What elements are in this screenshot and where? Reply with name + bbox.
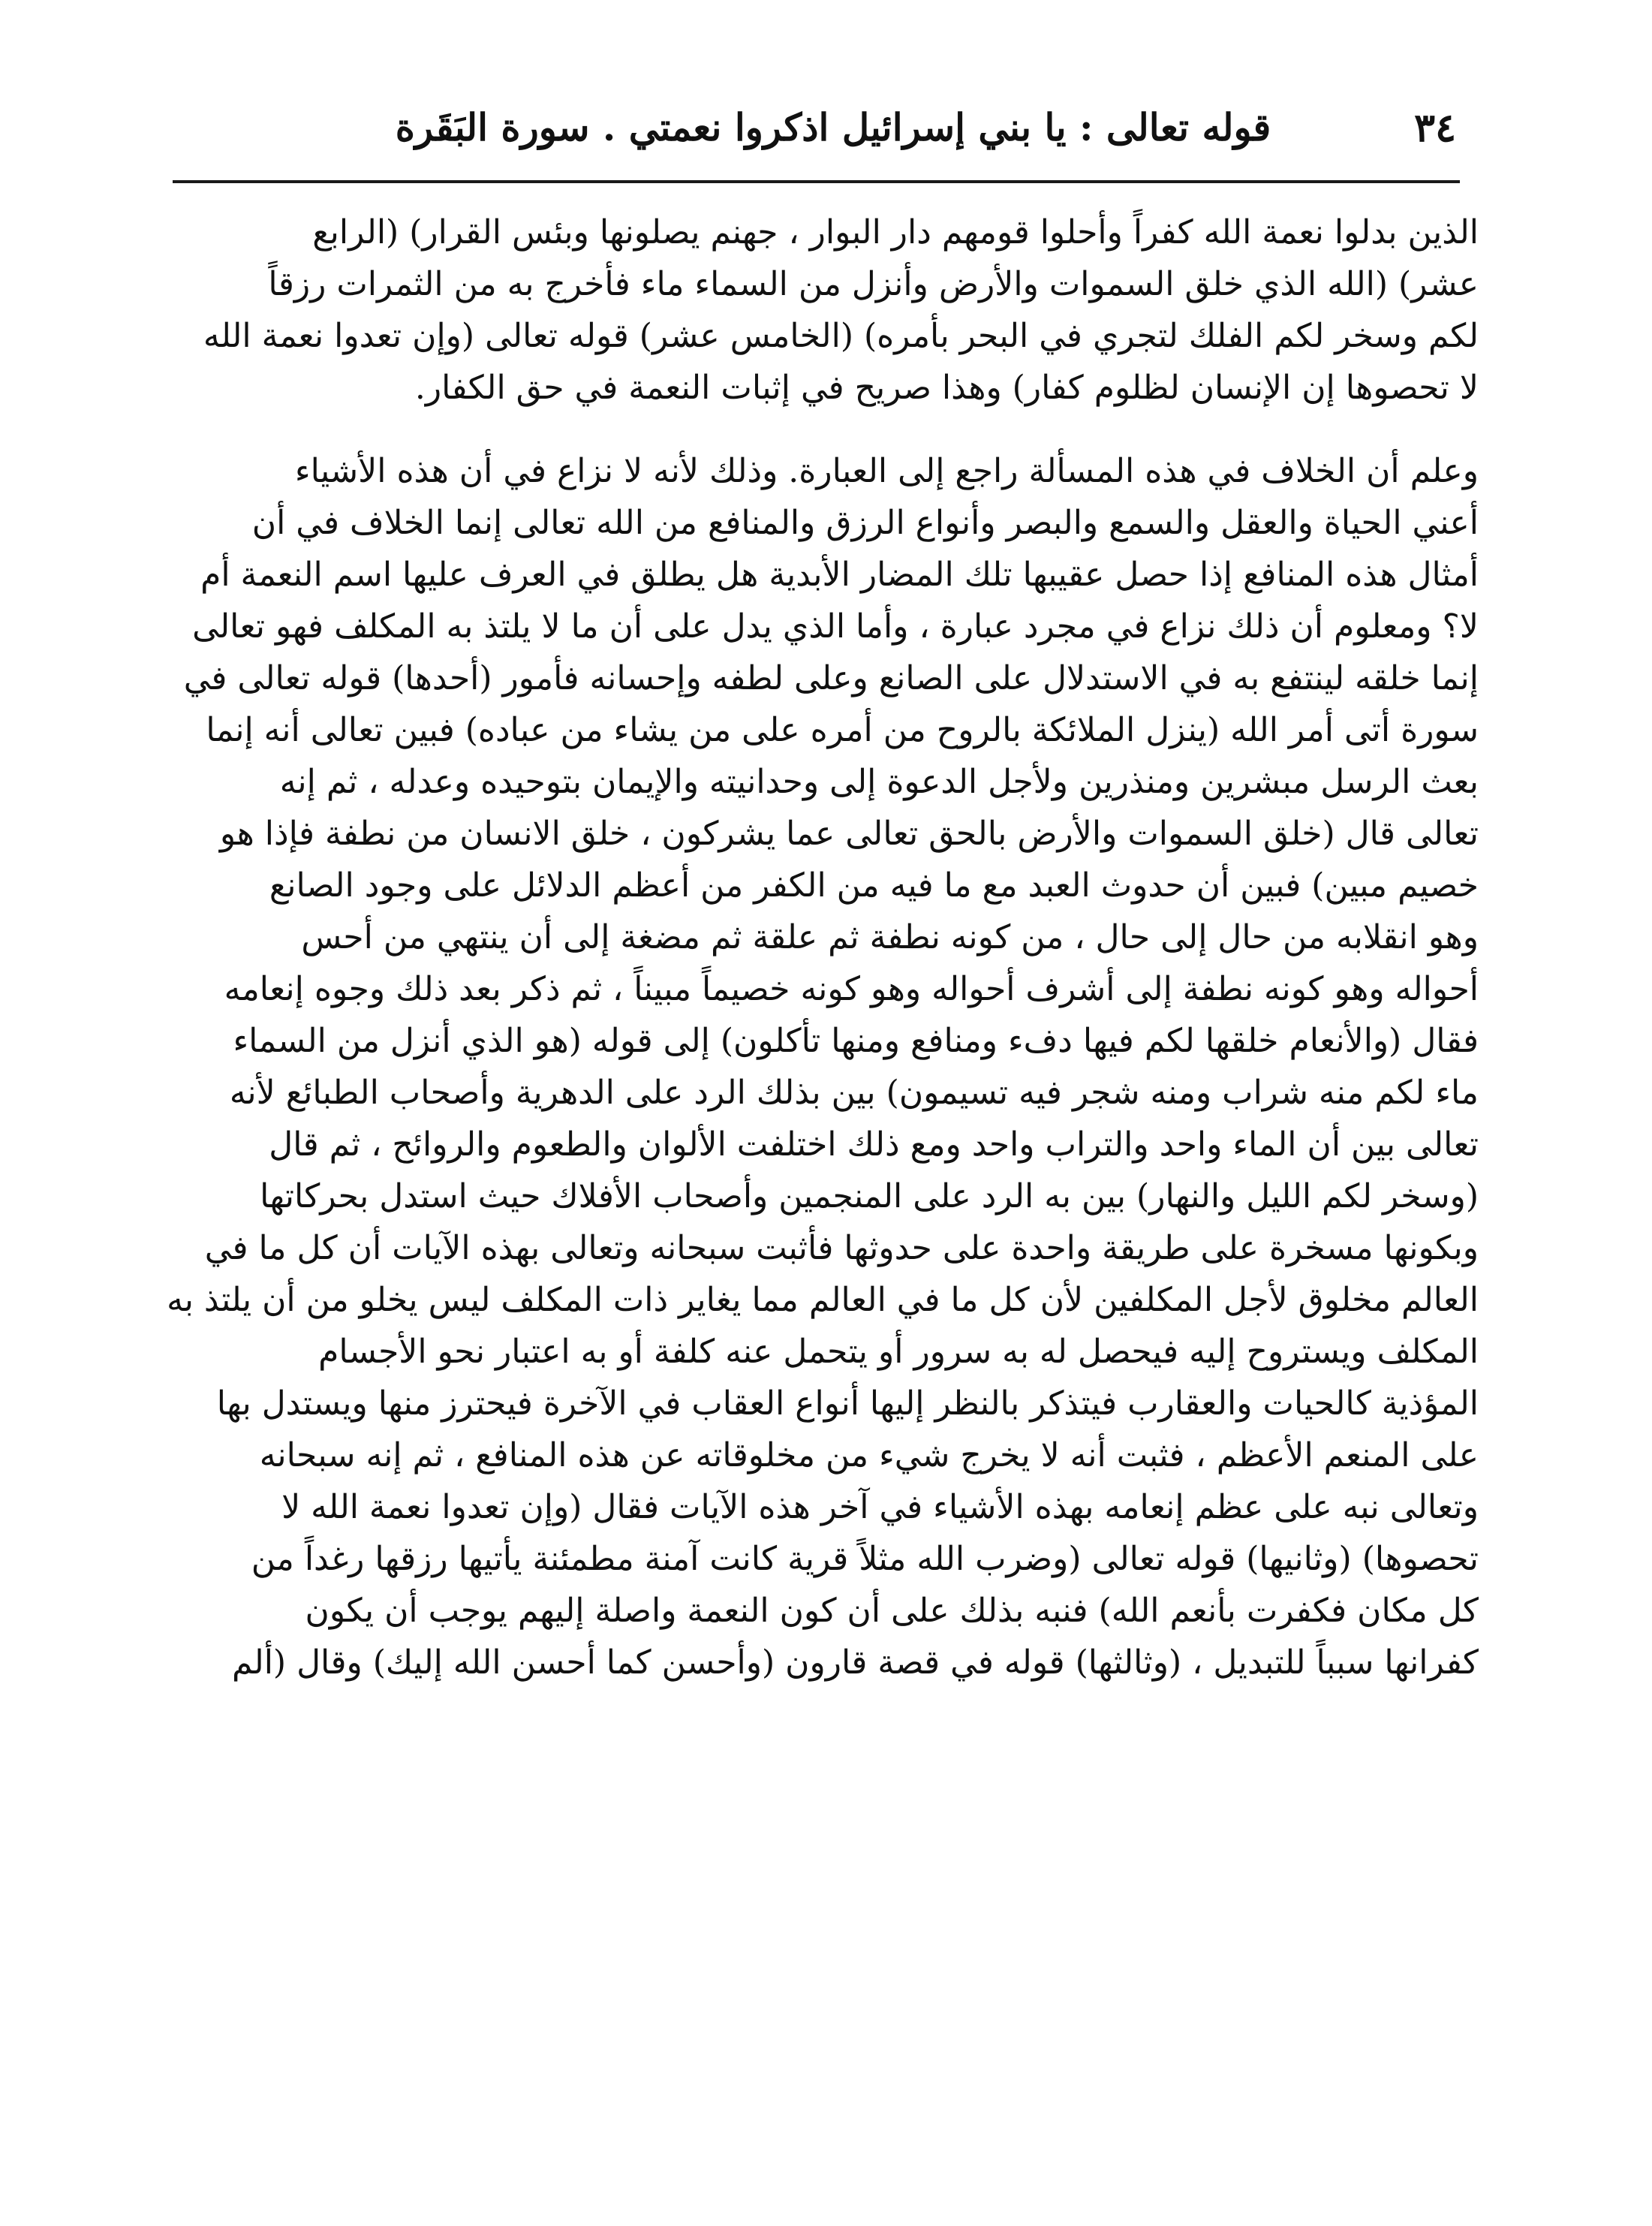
text-line: خصيم مبين) فبين أن حدوث العبد مع ما فيه من الكفر من أعظم الدلائل على وجود الصانع <box>269 866 1479 905</box>
text-line: لكم وسخر لكم الفلك لتجري في البحر بأمره) (الخامس عشر) قوله تعالى (وإن تعدوا نعمة الله <box>203 317 1479 355</box>
text-line: على المنعم الأعظم ، فثبت أنه لا يخرج شيء من مخلوقاته عن هذه المنافع ، ثم إنه سبحانه <box>259 1436 1479 1474</box>
text-line: أمثال هذه المنافع إذا حصل عقيبها تلك المضار الأبدية هل يطلق في العرف عليها اسم النعمة أم <box>200 556 1479 594</box>
text-line: وبكونها مسخرة على طريقة واحدة على حدوثها فأثبت سبحانه وتعالى بهذه الآيات أن كل ما في <box>204 1229 1479 1267</box>
paragraph-1 <box>120 206 1479 414</box>
text-line: لا تحصوها إن الإنسان لظلوم كفار) وهذا صريح في إثبات النعمة في حق الكفار. <box>414 369 1479 407</box>
text-line: أحواله وهو كونه نطفة إلى أشرف أحواله وهو كونه خصيماً مبيناً ، ثم ذكر بعد ذلك وجوه إنعامه <box>224 970 1479 1008</box>
text-line: وتعالى نبه على عظم إنعامه بهذه الأشياء في آخر هذه الآيات فقال (وإن تعدوا نعمة الله لا <box>281 1488 1479 1526</box>
text-line: وعلم أن الخلاف في هذه المسألة راجع إلى العبارة. وذلك لأنه لا نزاع في أن هذه الأشياء <box>294 452 1479 490</box>
paragraph-gap <box>120 414 1479 445</box>
text-line: كل مكان فكفرت بأنعم الله) فنبه بذلك على أن كون النعمة واصلة إليهم يوجب أن يكون <box>305 1592 1479 1630</box>
body-text <box>120 206 1479 1688</box>
text-line: عشر) (الله الذي خلق السموات والأرض وأنزل من السماء ماء فأخرج به من الثمرات رزقاً <box>268 265 1479 303</box>
text-line: تعالى قال (خلق السموات والأرض بالحق تعالى عما يشركون ، خلق الانسان من نطفة فإذا هو <box>219 815 1479 853</box>
text-line: الذين بدلوا نعمة الله كفراً وأحلوا قومهم دار البوار ، جهنم يصلونها وبئس القرار) (الرابع <box>312 213 1479 252</box>
text-line: لا؟ ومعلوم أن ذلك نزاع في مجرد عبارة ، وأما الذي يدل على أن ما لا يلتذ به المكلف فهو تعالى <box>192 607 1479 646</box>
text-line: فقال (والأنعام خلقها لكم فيها دفء ومنافع ومنها تأكلون) إلى قوله (هو الذي أنزل من السماء <box>233 1022 1479 1060</box>
text-line: وهو انقلابه من حال إلى حال ، من كونه نطفة ثم علقة ثم مضغة إلى أن ينتهي من أحس <box>301 918 1479 956</box>
text-line: تحصوها) (وثانيها) قوله تعالى (وضرب الله مثلاً قرية كانت آمنة مطمئنة يأتيها رزقها رغداً من <box>251 1540 1479 1578</box>
text-line: (وسخر لكم الليل والنهار) بين به الرد على المنجمين وأصحاب الأفلاك حيث استدل بحركاتها <box>260 1177 1479 1215</box>
text-line: ماء لكم منه شراب ومنه شجر فيه تسيمون) بين بذلك الرد على الدهرية وأصحاب الطبائع لأنه <box>229 1074 1479 1112</box>
text-line: كفرانها سبباً للتبديل ، (وثالثها) قوله في قصة قارون (وأحسن كما أحسن الله إليك) وقال (ألم <box>232 1643 1479 1682</box>
text-line: المكلف ويستروح إليه فيحصل له به سرور أو يتحمل عنه كلفة أو به اعتبار نحو الأجسام <box>318 1333 1479 1371</box>
text-line: سورة أتى أمر الله (ينزل الملائكة بالروح من أمره على من يشاء من عباده) فبين تعالى أنه إنما <box>206 711 1479 749</box>
text-line: العالم مخلوق لأجل المكلفين لأن كل ما في العالم مما يغاير ذات المكلف ليس يخلو من أن يلتذ به <box>167 1281 1479 1319</box>
running-title: قوله تعالى : يا بني إسرائيل اذكروا نعمتي . سورة البَقَرة <box>395 105 1271 149</box>
text-line: تعالى بين أن الماء واحد والتراب واحد ومع ذلك اختلفت الألوان والطعوم والروائح ، ثم قال <box>269 1125 1479 1164</box>
text-line: إنما خلقه لينتفع به في الاستدلال على الصانع وعلى لطفه وإحسانه فأمور (أحدها) قوله تعالى في <box>183 659 1479 697</box>
text-line: بعث الرسل مبشرين ومنذرين ولأجل الدعوة إلى وحدانيته والإيمان بتوحيده وعدله ، ثم إنه <box>279 763 1479 801</box>
page-header <box>173 89 1456 171</box>
paragraph-2 <box>120 445 1479 1688</box>
text-line: أعني الحياة والعقل والسمع والبصر وأنواع الرزق والمنافع من الله تعالى إنما الخلاف في أن <box>251 504 1479 542</box>
page-number: ٣٤ <box>1414 105 1456 151</box>
header-divider <box>173 180 1460 183</box>
text-line: المؤذية كالحيات والعقارب فيتذكر بالنظر إليها أنواع العقاب في الآخرة فيحترز منها ويستدل بها <box>216 1384 1479 1423</box>
